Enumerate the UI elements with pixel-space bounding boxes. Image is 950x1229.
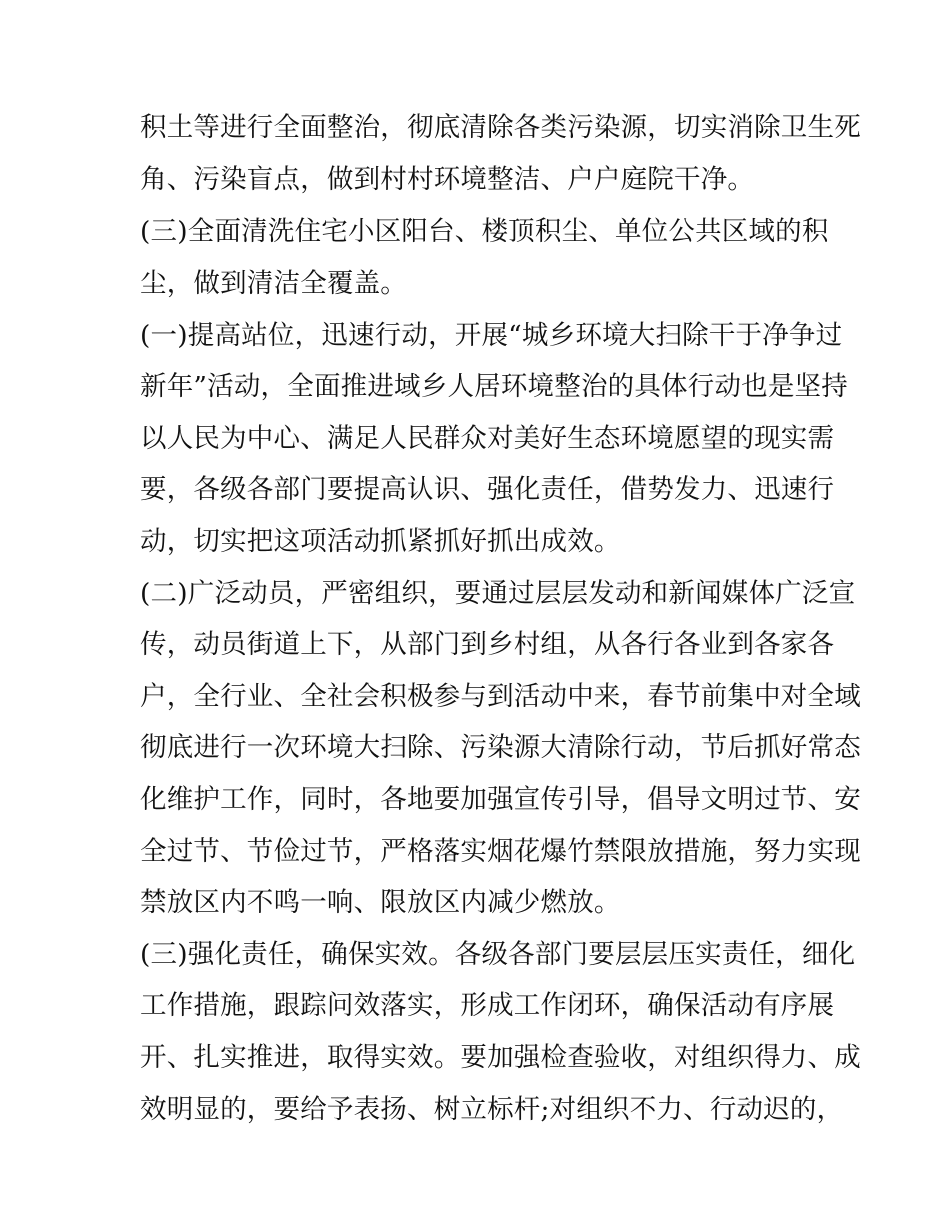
text-line: (三)强化责任，确保实效。各级各部门要层层压实责任，细化 <box>140 939 856 970</box>
text-line: 尘，做到清洁全覆盖。 <box>140 268 407 299</box>
text-line: 开、扎实推进，取得实效。要加强检查验收，对组织得力、成 <box>140 1042 861 1073</box>
text-line: 要，各级各部门要提高认识、强化责任，借势发力、迅速行 <box>140 474 835 505</box>
text-line: 角、污染盲点，做到村村环境整洁、户户庭院干净。 <box>140 164 755 195</box>
text-line: 彻底进行一次环境大扫除、污染源大清除行动，节后抓好常态 <box>140 732 861 763</box>
text-line: 新年”活动，全面推进域乡人居环境整治的具体行动也是坚持 <box>140 371 848 402</box>
text-line: 传，动员街道上下，从部门到乡村组，从各行各业到各家各 <box>140 629 835 660</box>
text-line: 户，全行业、全社会积极参与到活动中来，春节前集中对全域 <box>140 681 861 712</box>
text-line: 动，切实把这项活动抓紧抓好抓出成效。 <box>140 526 621 557</box>
text-line: (二)广泛动员，严密组织，要通过层层发动和新闻媒体广泛宣 <box>140 578 856 609</box>
text-line: 以人民为中心、满足人民群众对美好生态环境愿望的现实需 <box>140 423 835 454</box>
text-line: 化维护工作，同时，各地要加强宣传引导，倡导文明过节、安 <box>140 784 861 815</box>
text-line: (一)提高站位，迅速行动，开展“城乡环境大扫除干于净争过 <box>140 320 843 351</box>
text-line: 全过节、节俭过节，严格落实烟花爆竹禁限放措施，努力实现 <box>140 836 861 867</box>
text-line: 工作措施，跟踪问效落实，形成工作闭环，确保活动有序展 <box>140 990 835 1021</box>
text-line: 积土等进行全面整治，彻底清除各类污染源，切实消除卫生死 <box>140 112 861 143</box>
text-line: 禁放区内不鸣一响、限放区内减少燃放。 <box>140 887 621 918</box>
text-line: 效明显的，要给予表扬、树立标杆;对组织不力、行动迟的， <box>140 1094 844 1125</box>
text-line: (三)全面清洗住宅小区阳台、楼顶积尘、单位公共区域的积 <box>140 216 829 247</box>
